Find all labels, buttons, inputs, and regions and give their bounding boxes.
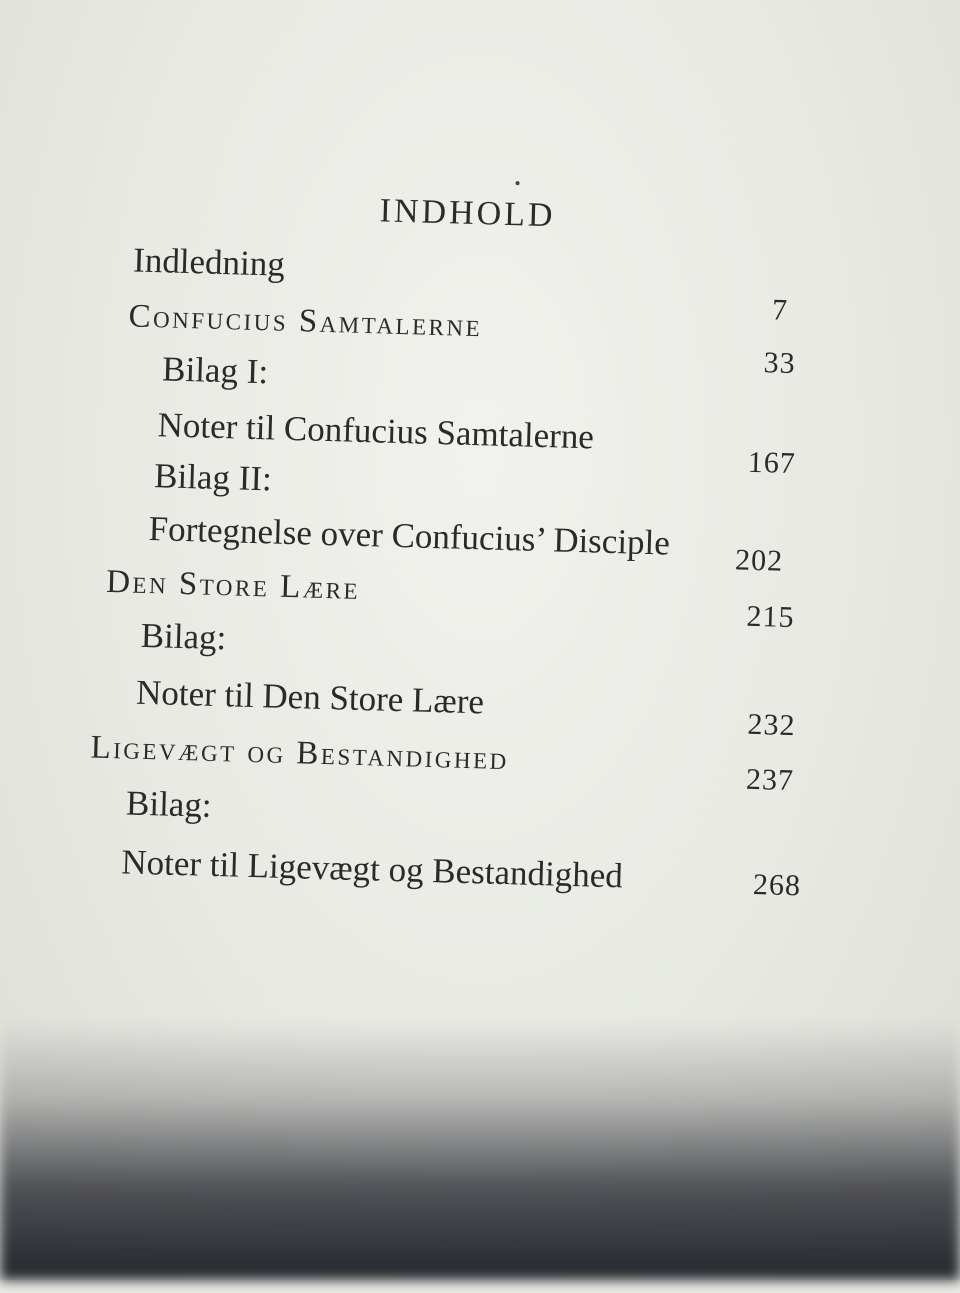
toc-page-disciples: 202 <box>734 543 784 578</box>
toc-entry-doctrine-notes: Noter til Ligevægt og Bestandighed <box>120 842 624 896</box>
toc-entry-introduction: Indledning <box>132 240 286 284</box>
toc-entry-appendix-2: Bilag II: <box>153 456 273 499</box>
bottom-shadow <box>0 1020 960 1280</box>
toc-entry-doctrine-of-mean: Ligevægt og Bestandighed <box>90 729 510 778</box>
toc-page-introduction: 7 <box>771 293 789 327</box>
toc-page-analects-notes: 167 <box>747 445 797 481</box>
toc-entry-great-learning-notes: Noter til Den Store Lære <box>135 672 485 722</box>
toc-page-great-learning: 215 <box>746 599 795 635</box>
toc-entry-appendix-4: Bilag: <box>125 783 213 825</box>
toc-page-doctrine-notes: 268 <box>752 868 802 903</box>
toc-page-doctrine-of-mean: 237 <box>745 762 795 798</box>
toc-page-analects: 33 <box>763 346 797 381</box>
ink-dot <box>515 181 519 185</box>
toc-entry-great-learning: Den Store Lære <box>105 563 361 607</box>
toc-entry-appendix-3: Bilag: <box>140 615 227 658</box>
toc-entry-appendix-1: Bilag I: <box>161 349 269 392</box>
toc-entry-analects-notes: Noter til Confucius Samtalerne <box>157 405 595 457</box>
toc-page-great-learning-notes: 232 <box>747 707 796 743</box>
page-title: INDHOLD <box>379 192 557 235</box>
toc-entry-analects: Confucius Samtalerne <box>128 298 483 345</box>
toc-entry-disciples: Fortegnelse over Confucius’ Disciple <box>148 509 671 563</box>
